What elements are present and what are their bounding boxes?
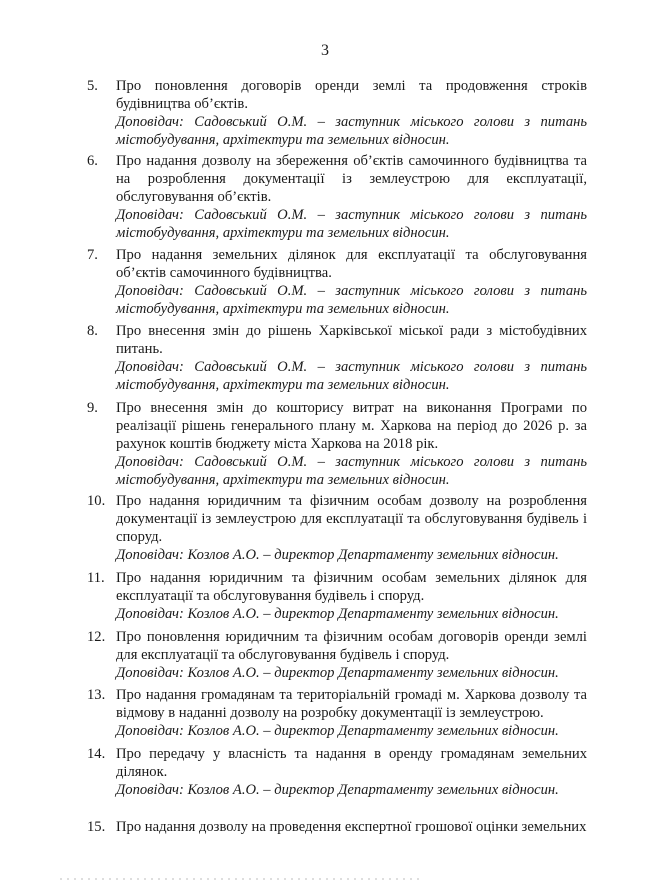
item-number: 6. (87, 153, 98, 169)
item-title: Про надання юридичним та фізичним особам дозволу на розроблення документації із землеустрою для експлуатації та обслуговування будівель і споруд. (116, 493, 587, 545)
item-speaker: Доповідач: Козлов А.О. – директор Департаменту земельних відносин. (116, 723, 559, 739)
agenda-item-10 (87, 492, 587, 564)
item-title: Про надання земельних ділянок для експлуатації та обслуговування об’єктів самочинного будівництва. (116, 247, 587, 281)
agenda-item-9 (87, 399, 587, 489)
agenda-item-11 (87, 569, 587, 623)
item-number: 14. (87, 746, 106, 762)
agenda-item-7 (87, 246, 587, 318)
item-speaker: Доповідач: Садовський О.М. – заступник міського голови з питань містобудування, архітектури та земельних відносин. (116, 454, 587, 488)
item-speaker: Доповідач: Садовський О.М. – заступник міського голови з питань містобудування, архітектури та земельних відносин. (116, 114, 587, 148)
item-number: 15. (87, 819, 106, 835)
item-number: 5. (87, 78, 98, 94)
agenda-item-15 (87, 818, 587, 836)
agenda-item-13 (87, 686, 587, 740)
item-number: 11. (87, 570, 105, 586)
agenda-item-5 (87, 77, 587, 149)
item-speaker: Доповідач: Садовський О.М. – заступник міського голови з питань містобудування, архітектури та земельних відносин. (116, 359, 587, 393)
page-number: 3 (321, 42, 329, 59)
agenda-item-8 (87, 322, 587, 394)
item-title: Про поновлення юридичним та фізичним особам договорів оренди землі для експлуатації та обслуговування будівель і споруд. (116, 629, 587, 663)
item-title: Про надання громадянам та територіальній громаді м. Харкова дозволу та відмову в наданні дозволу на розробку документації із землеустрою. (116, 687, 587, 721)
item-title: Про передачу у власність та надання в оренду громадянам земельних ділянок. (116, 746, 587, 780)
item-number: 10. (87, 493, 106, 509)
item-number: 9. (87, 400, 98, 416)
item-number: 12. (87, 629, 106, 645)
agenda-item-14 (87, 745, 587, 799)
item-speaker: Доповідач: Садовський О.М. – заступник міського голови з питань містобудування, архітектури та земельних відносин. (116, 207, 587, 241)
item-title: Про надання дозволу на проведення експертної грошової оцінки земельних (116, 819, 587, 835)
item-speaker: Доповідач: Козлов А.О. – директор Департаменту земельних відносин. (116, 547, 559, 563)
item-title: Про поновлення договорів оренди землі та продовження строків будівництва об’єктів. (116, 78, 587, 112)
item-speaker: Доповідач: Козлов А.О. – директор Департаменту земельних відносин. (116, 782, 559, 798)
item-speaker: Доповідач: Садовський О.М. – заступник міського голови з питань містобудування, архітектури та земельних відносин. (116, 283, 587, 317)
item-number: 13. (87, 687, 106, 703)
item-number: 8. (87, 323, 98, 339)
item-speaker: Доповідач: Козлов А.О. – директор Департаменту земельних відносин. (116, 606, 559, 622)
agenda-item-12 (87, 628, 587, 682)
item-speaker: Доповідач: Козлов А.О. – директор Департаменту земельних відносин. (116, 665, 559, 681)
item-title: Про надання дозволу на збереження об’єктів самочинного будівництва та на розроблення документації із землеустрою для експлуатації, обслуговування об’єктів. (116, 153, 587, 205)
item-title: Про надання юридичним та фізичним особам земельних ділянок для експлуатації та обслуговування будівель і споруд. (116, 570, 587, 604)
agenda-item-6 (87, 152, 587, 242)
item-title: Про внесення змін до рішень Харківської міської ради з містобудівних питань. (116, 323, 587, 357)
scan-noise (60, 878, 420, 880)
item-title: Про внесення змін до кошторису витрат на виконання Програми по реалізації рішень генерального плану м. Харкова на період до 2026 р. за рахунок коштів бюджету міста Харкова на 2018 рік. (116, 400, 587, 452)
item-number: 7. (87, 247, 98, 263)
